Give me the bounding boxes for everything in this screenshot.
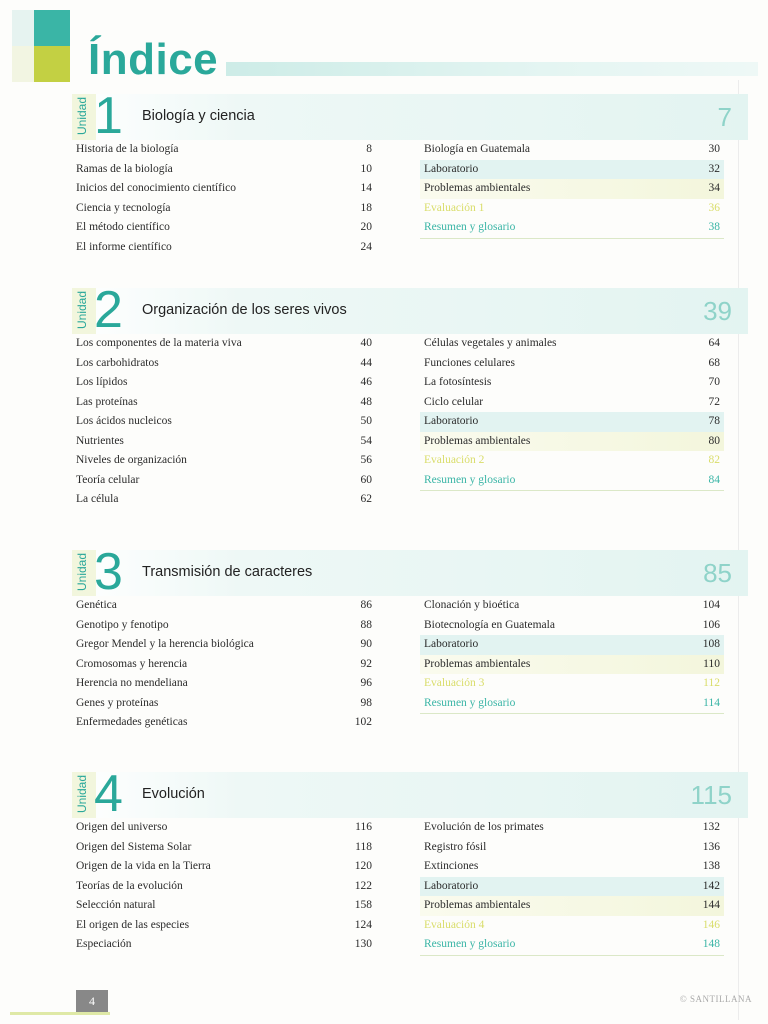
toc-entry[interactable]	[72, 896, 376, 916]
toc-entry-page: 146	[702, 918, 720, 931]
toc-entry-label: Resumen y glosario	[424, 938, 516, 950]
toc-entry[interactable]	[72, 179, 376, 199]
toc-column-right	[420, 334, 724, 491]
publisher-credit: © SANTILLANA	[679, 994, 752, 1004]
toc-entry-label: Resumen y glosario	[424, 473, 516, 486]
unit-title[interactable]: Organización de los seres vivos	[142, 302, 347, 318]
toc-column-left	[72, 596, 376, 733]
toc-entry-label: Herencia no mendeliana	[76, 677, 188, 689]
toc-entry-page: 38	[708, 221, 720, 233]
unit-number: 2	[94, 281, 123, 339]
toc-entry[interactable]	[72, 857, 376, 877]
unit-start-page: 39	[703, 296, 732, 326]
toc-entry-label: Laboratorio	[424, 638, 479, 650]
toc-entry-page: 34	[708, 182, 720, 194]
toc-entry-label: Genes y proteínas	[76, 696, 159, 709]
header-decor-square-teal	[34, 10, 70, 46]
toc-entry[interactable]	[420, 916, 724, 936]
unit-title[interactable]: Biología y ciencia	[142, 108, 255, 124]
toc-entry-label: Especiación	[76, 938, 132, 950]
toc-entry[interactable]	[72, 616, 376, 636]
toc-entry[interactable]	[420, 393, 724, 413]
toc-entry-page: 50	[360, 415, 372, 427]
toc-entry[interactable]	[72, 916, 376, 936]
toc-entry[interactable]	[72, 373, 376, 393]
unit-number: 1	[94, 87, 123, 145]
toc-entry-page: 48	[360, 395, 372, 408]
toc-entry-label: Historia de la biología	[76, 143, 179, 155]
toc-entry[interactable]	[420, 694, 724, 715]
toc-entry-page: 120	[354, 860, 372, 872]
page-number: 4	[76, 990, 108, 1012]
toc-entry-label: Evolución de los primates	[424, 821, 544, 833]
toc-entry-label: Problemas ambientales	[424, 899, 531, 911]
toc-entry-label: Origen del Sistema Solar	[76, 840, 192, 853]
unit-number: 3	[94, 543, 123, 601]
toc-entry-page: 92	[360, 657, 372, 670]
toc-entry[interactable]	[72, 354, 376, 374]
toc-column-right	[420, 596, 724, 714]
toc-entry[interactable]	[72, 838, 376, 858]
toc-entry-page: 86	[360, 599, 372, 611]
toc-entry-label: El método científico	[76, 221, 170, 233]
toc-entry-page: 108	[702, 638, 720, 650]
unit-label: Unidad	[75, 774, 89, 814]
footer-line	[10, 1012, 110, 1015]
toc-entry[interactable]	[420, 896, 724, 916]
toc-entry-page: 10	[360, 162, 372, 175]
toc-entry-page: 36	[708, 201, 720, 214]
page-title: Índice	[88, 35, 219, 84]
toc-entry-page: 46	[360, 376, 372, 388]
unit-title[interactable]: Evolución	[142, 786, 205, 802]
toc-entry[interactable]	[72, 635, 376, 655]
toc-entry-page: 62	[360, 493, 372, 505]
toc-entry-label: Biotecnología en Guatemala	[424, 618, 555, 631]
toc-entry-label: Evaluación 3	[424, 677, 485, 689]
toc-entry-page: 112	[703, 677, 720, 689]
toc-entry[interactable]	[420, 935, 724, 956]
toc-entry-page: 14	[360, 182, 372, 194]
unit-label: Unidad	[75, 96, 89, 136]
toc-entry-page: 144	[702, 899, 720, 911]
toc-entry-page: 20	[360, 221, 372, 233]
toc-entry[interactable]	[420, 616, 724, 636]
toc-entry[interactable]	[420, 160, 724, 180]
toc-entry-page: 158	[354, 899, 372, 911]
toc-entry-label: Los ácidos nucleicos	[76, 415, 172, 427]
toc-entry-page: 60	[360, 473, 372, 486]
toc-entry[interactable]	[420, 334, 724, 354]
unit-label: Unidad	[75, 552, 89, 592]
toc-entry-page: 130	[354, 938, 372, 950]
toc-entry[interactable]	[72, 471, 376, 491]
toc-entry-page: 64	[708, 337, 720, 349]
toc-entry-label: Selección natural	[76, 899, 156, 911]
toc-entry-label: Cromosomas y herencia	[76, 657, 188, 670]
toc-entry-label: Niveles de organización	[76, 454, 187, 466]
toc-entry-page: 40	[360, 337, 372, 349]
toc-entry[interactable]	[420, 818, 724, 838]
toc-entry[interactable]	[72, 334, 376, 354]
toc-entry-label: Los carbohidratos	[76, 356, 159, 369]
toc-entry-page: 82	[708, 454, 720, 466]
toc-entry[interactable]	[72, 160, 376, 180]
toc-entry-label: Funciones celulares	[424, 356, 516, 369]
toc-entry[interactable]	[72, 877, 376, 897]
toc-entry-label: Problemas ambientales	[424, 657, 531, 670]
toc-entry-label: Extinciones	[424, 860, 479, 872]
toc-entry-label: Origen de la vida en la Tierra	[76, 860, 211, 872]
toc-entry-page: 90	[360, 638, 372, 650]
toc-entry[interactable]	[420, 179, 724, 199]
toc-entry-label: Células vegetales y animales	[424, 337, 557, 349]
toc-entry-page: 88	[360, 618, 372, 631]
toc-entry[interactable]	[72, 674, 376, 694]
toc-entry-page: 142	[702, 879, 720, 892]
toc-entry-page: 56	[360, 454, 372, 466]
toc-entry[interactable]	[72, 140, 376, 160]
toc-column-left	[72, 334, 376, 510]
toc-entry-label: Genética	[76, 599, 117, 611]
toc-entry[interactable]	[420, 199, 724, 219]
toc-entry[interactable]	[420, 451, 724, 471]
toc-entry-label: El origen de las especies	[76, 918, 190, 931]
toc-entry[interactable]	[420, 471, 724, 492]
toc-entry-page: 106	[702, 618, 720, 631]
toc-entry[interactable]	[420, 354, 724, 374]
toc-entry-label: Resumen y glosario	[424, 221, 516, 233]
toc-entry-label: Clonación y bioética	[424, 599, 520, 611]
toc-entry-page: 96	[360, 677, 372, 689]
toc-entry-label: Inicios del conocimiento científico	[76, 182, 236, 194]
toc-entry[interactable]	[72, 596, 376, 616]
toc-entry[interactable]	[420, 674, 724, 694]
toc-entry-label: Biología en Guatemala	[424, 143, 531, 155]
toc-entry-label: El informe científico	[76, 240, 172, 253]
toc-entry-label: Enfermedades genéticas	[76, 716, 188, 728]
toc-entry-label: Evaluación 4	[424, 918, 485, 931]
toc-entry-label: Resumen y glosario	[424, 696, 516, 709]
unit-number: 4	[94, 765, 123, 823]
toc-entry-label: Laboratorio	[424, 162, 479, 175]
toc-entry[interactable]	[420, 218, 724, 239]
toc-entry[interactable]	[420, 412, 724, 432]
toc-entry[interactable]	[420, 877, 724, 897]
toc-entry-label: Gregor Mendel y la herencia biológica	[76, 638, 254, 650]
toc-entry-page: 114	[703, 696, 720, 709]
toc-entry[interactable]	[72, 694, 376, 714]
toc-entry-page: 72	[708, 395, 720, 408]
toc-entry-page: 84	[708, 473, 720, 486]
toc-entry-page: 24	[360, 240, 372, 253]
toc-entry-page: 70	[708, 376, 720, 388]
toc-entry-label: Evaluación 2	[424, 454, 485, 466]
toc-entry-label: Teorías de la evolución	[76, 879, 183, 892]
unit-start-page: 115	[690, 780, 732, 810]
toc-entry[interactable]	[72, 218, 376, 238]
toc-entry-page: 102	[354, 716, 372, 728]
toc-entry-label: Laboratorio	[424, 415, 479, 427]
toc-entry-page: 8	[366, 143, 372, 155]
toc-entry-label: Genotipo y fenotipo	[76, 618, 169, 631]
toc-entry[interactable]	[420, 635, 724, 655]
toc-entry[interactable]	[72, 412, 376, 432]
unit-start-page: 7	[717, 102, 732, 132]
toc-entry-label: Teoría celular	[76, 473, 140, 486]
toc-entry[interactable]	[72, 655, 376, 675]
unit-label: Unidad	[75, 290, 89, 330]
toc-entry[interactable]	[420, 140, 724, 160]
toc-entry-page: 116	[355, 821, 372, 833]
toc-entry[interactable]	[72, 818, 376, 838]
toc-entry[interactable]	[420, 596, 724, 616]
toc-entry-page: 110	[703, 657, 720, 670]
toc-entry-page: 32	[708, 162, 720, 175]
toc-entry-page: 124	[354, 918, 372, 931]
toc-entry-page: 54	[360, 434, 372, 447]
toc-column-left	[72, 818, 376, 955]
toc-entry[interactable]	[72, 935, 376, 955]
toc-entry-page: 80	[708, 434, 720, 447]
toc-entry[interactable]	[72, 238, 376, 258]
toc-entry[interactable]	[420, 857, 724, 877]
toc-entry-label: Problemas ambientales	[424, 434, 531, 447]
toc-entry[interactable]	[420, 432, 724, 452]
toc-column-right	[420, 140, 724, 239]
toc-entry[interactable]	[72, 199, 376, 219]
toc-entry-page: 122	[354, 879, 372, 892]
toc-entry[interactable]	[72, 451, 376, 471]
header-decor-square-faint-top	[12, 10, 34, 46]
toc-entry-label: Origen del universo	[76, 821, 168, 833]
toc-entry-label: Los componentes de la materia viva	[76, 337, 242, 349]
unit-title[interactable]: Transmisión de caracteres	[142, 564, 313, 580]
toc-column-left	[72, 140, 376, 257]
header-decor-square-faint-bottom	[12, 46, 34, 82]
toc-entry-label: Evaluación 1	[424, 201, 485, 214]
toc-entry[interactable]	[420, 838, 724, 858]
toc-entry-page: 68	[708, 356, 720, 369]
toc-column-right	[420, 818, 724, 956]
toc-entry-page: 78	[708, 415, 720, 427]
toc-entry-label: Nutrientes	[76, 434, 124, 447]
toc-entry-page: 118	[355, 840, 372, 853]
toc-entry-page: 136	[702, 840, 720, 853]
toc-entry-label: Ciencia y tecnología	[76, 201, 171, 214]
header-decor-square-lime	[34, 46, 70, 82]
unit-start-page: 85	[703, 558, 732, 588]
toc-entry[interactable]	[72, 432, 376, 452]
toc-entry-label: Ramas de la biología	[76, 162, 173, 175]
toc-entry-page: 98	[360, 696, 372, 709]
toc-entry[interactable]	[420, 655, 724, 675]
toc-entry-label: Registro fósil	[424, 840, 487, 853]
toc-entry-page: 30	[708, 143, 720, 155]
toc-entry[interactable]	[420, 373, 724, 393]
toc-entry-page: 44	[360, 356, 372, 369]
toc-entry-label: La célula	[76, 493, 119, 505]
toc-entry[interactable]	[72, 713, 376, 733]
title-underline-bar	[226, 62, 758, 76]
toc-entry-page: 104	[702, 599, 720, 611]
toc-entry-label: Los lípidos	[76, 376, 128, 388]
toc-entry-label: Las proteínas	[76, 395, 138, 408]
toc-entry-page: 148	[702, 938, 720, 950]
toc-entry-label: Laboratorio	[424, 879, 479, 892]
toc-entry-label: Problemas ambientales	[424, 182, 531, 194]
toc-entry[interactable]	[72, 393, 376, 413]
toc-entry[interactable]	[72, 490, 376, 510]
toc-entry-label: La fotosíntesis	[424, 376, 492, 388]
toc-entry-page: 138	[702, 860, 720, 872]
toc-entry-page: 132	[702, 821, 720, 833]
toc-entry-label: Ciclo celular	[424, 395, 484, 408]
toc-entry-page: 18	[360, 201, 372, 214]
